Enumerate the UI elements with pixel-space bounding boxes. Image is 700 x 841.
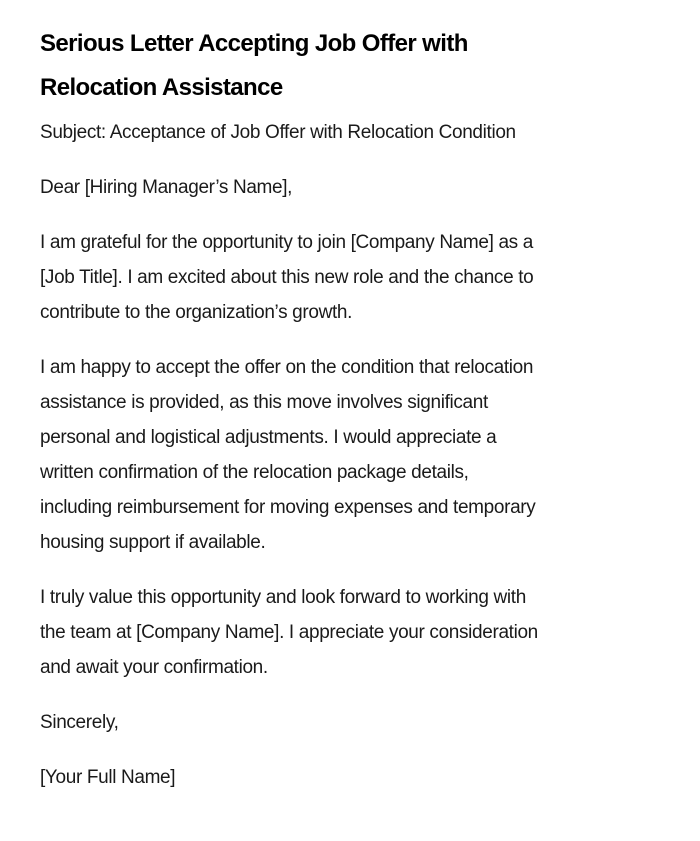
paragraph-line: the team at [Company Name]. I appreciate your consideration	[40, 622, 538, 643]
paragraph-line: I am grateful for the opportunity to join [Company Name] as a	[40, 232, 533, 253]
paragraph-line: housing support if available.	[40, 532, 266, 553]
letter-title	[40, 0, 700, 110]
paragraph-line: contribute to the organization’s growth.	[40, 302, 353, 323]
paragraph-line: written confirmation of the relocation package details,	[40, 462, 469, 483]
paragraph-line: personal and logistical adjustments. I would appreciate a	[40, 427, 497, 448]
body-paragraph-gratitude	[40, 225, 700, 330]
body-paragraph-closing-thoughts	[40, 580, 700, 685]
paragraph-line: and await your confirmation.	[40, 657, 268, 678]
paragraph-line: including reimbursement for moving expenses and temporary	[40, 497, 536, 518]
paragraph-line: I truly value this opportunity and look forward to working with	[40, 587, 526, 608]
paragraph-line: I am happy to accept the offer on the condition that relocation	[40, 357, 534, 378]
title-line: Serious Letter Accepting Job Offer with	[40, 30, 468, 57]
paragraph-line: [Job Title]. I am excited about this new role and the chance to	[40, 267, 534, 288]
letter-closing: Sincerely,	[40, 712, 119, 733]
letter-subject: Subject: Acceptance of Job Offer with Relocation Condition	[40, 122, 516, 143]
title-line: Relocation Assistance	[40, 74, 283, 101]
letter-signature: [Your Full Name]	[40, 767, 176, 788]
body-paragraph-relocation-condition	[40, 350, 700, 560]
paragraph-line: assistance is provided, as this move involves significant	[40, 392, 488, 413]
letter-greeting: Dear [Hiring Manager’s Name],	[40, 177, 293, 198]
